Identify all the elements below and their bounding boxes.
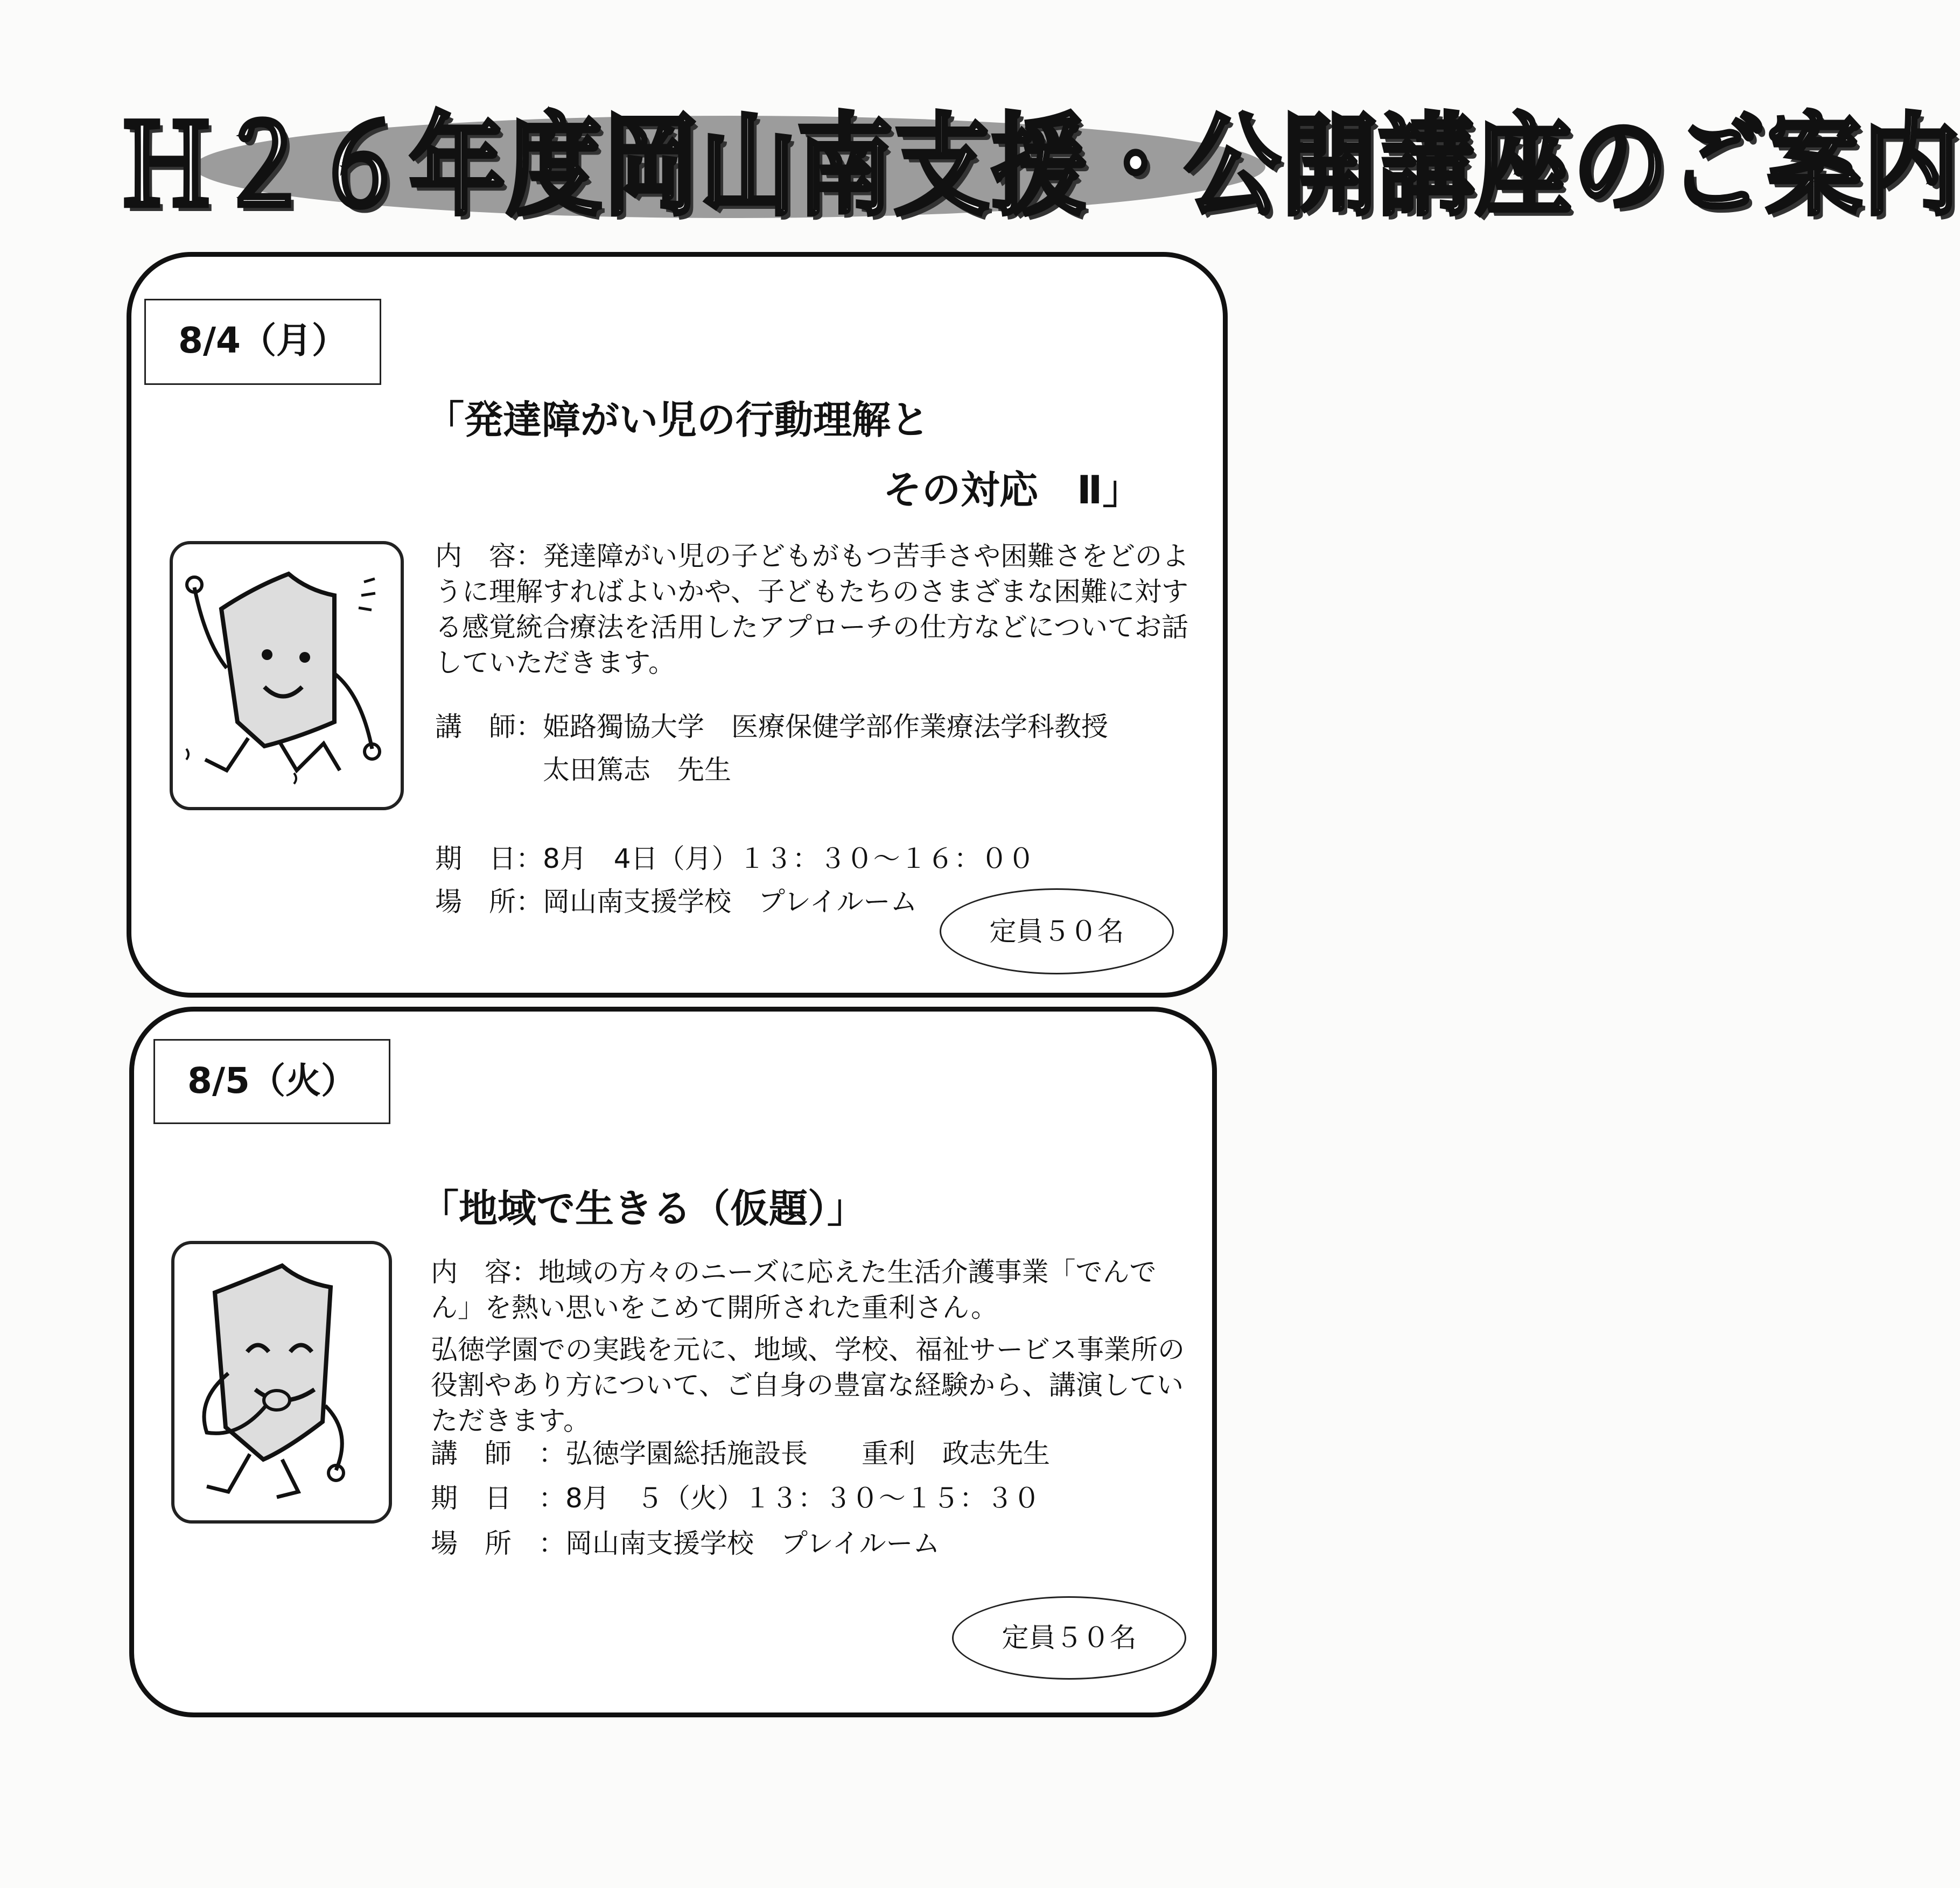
place-value: 岡山南支援学校 プレイルーム xyxy=(543,886,918,917)
lecturer-label: 講 師： xyxy=(435,711,543,742)
lecture-2-title: 「地域で生きる（仮題）」 xyxy=(420,1186,866,1231)
lecture-2-place-row xyxy=(431,1525,940,1562)
lecture-2-content-line: ただきます。 xyxy=(431,1405,590,1436)
lecture-1-lecturer-row xyxy=(435,708,1108,746)
lecture-1-title-line2: その対応 Ⅱ」 xyxy=(883,467,1142,513)
lecture-2-content-line: 弘徳学園での実践を元に、地域、学校、福祉サービス事業所の xyxy=(431,1334,1185,1365)
lecturer-value: 弘徳学園総括施設長 重利 政志先生 xyxy=(565,1438,1050,1469)
mascot-illustration-2 xyxy=(171,1241,392,1524)
lecture-1-date-row xyxy=(435,840,1035,878)
place-value: 岡山南支援学校 プレイルーム xyxy=(565,1528,940,1559)
lecture-2-content-line: 内 容：地域の方々のニーズに応えた生活介護事業「でんで xyxy=(431,1257,1157,1288)
mascot-illustration-1 xyxy=(170,541,404,810)
lecture-1-capacity-badge: 定員５０名 xyxy=(940,888,1174,974)
laughing-mascot-icon xyxy=(174,1244,389,1520)
date-label: 期 日 ： xyxy=(431,1483,565,1514)
place-label: 場 所： xyxy=(435,886,543,917)
page-title: Ｈ２６年度岡山南支援・公開講座のご案内 xyxy=(118,102,1960,230)
date-value: 8月 ５（火）１３：３０～１５：３０ xyxy=(565,1483,1040,1514)
lecture-1-content-line: うに理解すればよいかや、子どもたちのさまざまな困難に対す xyxy=(435,576,1188,607)
lecture-2-content-line: 役割やあり方について、ご自身の豊富な経験から、講演してい xyxy=(431,1370,1184,1401)
lecture-2-content-line: ん」を熱い思いをこめて開所された重利さん。 xyxy=(431,1292,998,1323)
dancing-mascot-icon xyxy=(173,544,401,807)
lecturer-label: 講 師 ： xyxy=(431,1438,565,1469)
lecturer-affiliation: 姫路獨協大学 医療保健学部作業療法学科教授 xyxy=(543,711,1108,742)
date-label: 期 日： xyxy=(435,843,543,874)
lecture-2-date-badge: 8/5（火） xyxy=(153,1039,390,1124)
lecture-1-date-badge: 8/4（月） xyxy=(144,299,381,385)
lecture-2-capacity-badge: 定員５０名 xyxy=(952,1596,1186,1680)
place-label: 場 所 ： xyxy=(431,1528,565,1559)
date-value: 8月 4日（月）１３：３０～１６：００ xyxy=(543,843,1035,874)
lecture-1-lecturer-name: 太田篤志 先生 xyxy=(543,754,731,785)
lecture-1-title-line1: 「発達障がい児の行動理解と xyxy=(425,397,930,443)
lecture-2-lecturer-row xyxy=(431,1435,1050,1472)
lecture-2-date-row xyxy=(431,1479,1040,1517)
lecture-1-content-line: していただきます。 xyxy=(435,647,675,678)
lecture-1-content-line: 内 容：発達障がい児の子どもがもつ苦手さや困難さをどのよ xyxy=(435,541,1189,572)
lecture-1-content-line: る感覚統合療法を活用したアプローチの仕方などについてお話 xyxy=(435,612,1188,643)
lecture-1-place-row xyxy=(435,883,918,921)
